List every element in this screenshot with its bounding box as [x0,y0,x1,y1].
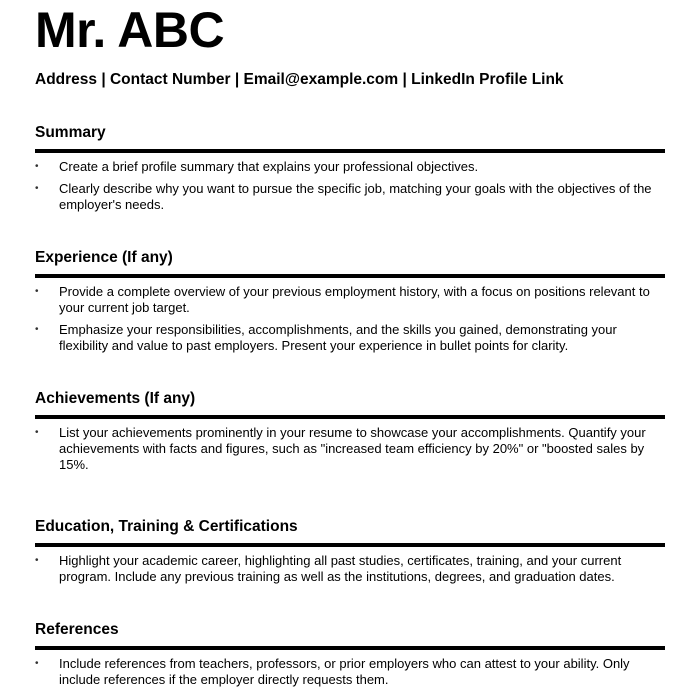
section-divider [35,415,665,419]
bullet-list [35,656,665,688]
section-divider [35,149,665,153]
list-item [35,656,665,688]
bullet-icon: • [35,324,39,335]
bullet-icon: • [35,183,39,194]
section-achievements [35,390,665,473]
section-title: Summary [35,124,106,141]
list-item [35,425,665,473]
bullet-icon: • [35,427,39,438]
list-item-text: Highlight your academic career, highlighting all past studies, certificates, training, and your current program. Include any previous training as well as the institutions, degrees, and graduation dates. [59,553,622,584]
section-title: Education, Training & Certifications [35,518,298,535]
list-item-text: Clearly describe why you want to pursue the specific job, matching your goals with the objectives of the employer's needs. [59,181,652,212]
list-item-text: Provide a complete overview of your previous employment history, with a focus on positions relevant to your current job target. [59,284,650,315]
list-item-text: Create a brief profile summary that explains your professional objectives. [59,159,479,174]
section-education [35,518,665,585]
section-summary [35,124,665,213]
section-divider [35,274,665,278]
contact-line: Address | Contact Number | Email@example.com | LinkedIn Profile Link [35,71,564,88]
bullet-list [35,425,665,473]
bullet-list [35,553,665,585]
candidate-name: Mr. ABC [35,2,225,58]
bullet-icon: • [35,161,39,172]
section-divider [35,646,665,650]
section-title: References [35,621,119,638]
section-references [35,621,665,688]
bullet-icon: • [35,286,39,297]
bullet-list [35,159,665,213]
list-item [35,553,665,585]
list-item-text: Include references from teachers, professors, or prior employers who can attest to your ability. Only include references if the employer directly requests them. [59,656,630,687]
bullet-icon: • [35,658,39,669]
bullet-list [35,284,665,354]
list-item [35,284,665,316]
section-title: Experience (If any) [35,249,173,266]
section-divider [35,543,665,547]
list-item-text: Emphasize your responsibilities, accomplishments, and the skills you gained, demonstrating your flexibility and value to past employers. Present your experience in bullet points for clarity. [59,322,617,353]
list-item [35,159,665,175]
bullet-icon: • [35,555,39,566]
section-title: Achievements (If any) [35,390,196,407]
list-item [35,322,665,354]
list-item [35,181,665,213]
section-experience [35,249,665,354]
list-item-text: List your achievements prominently in your resume to showcase your accomplishments. Quantify your achievements with facts and figures, such as "increased team efficiency by 20%" or "boosted sales by 15%. [59,425,646,472]
